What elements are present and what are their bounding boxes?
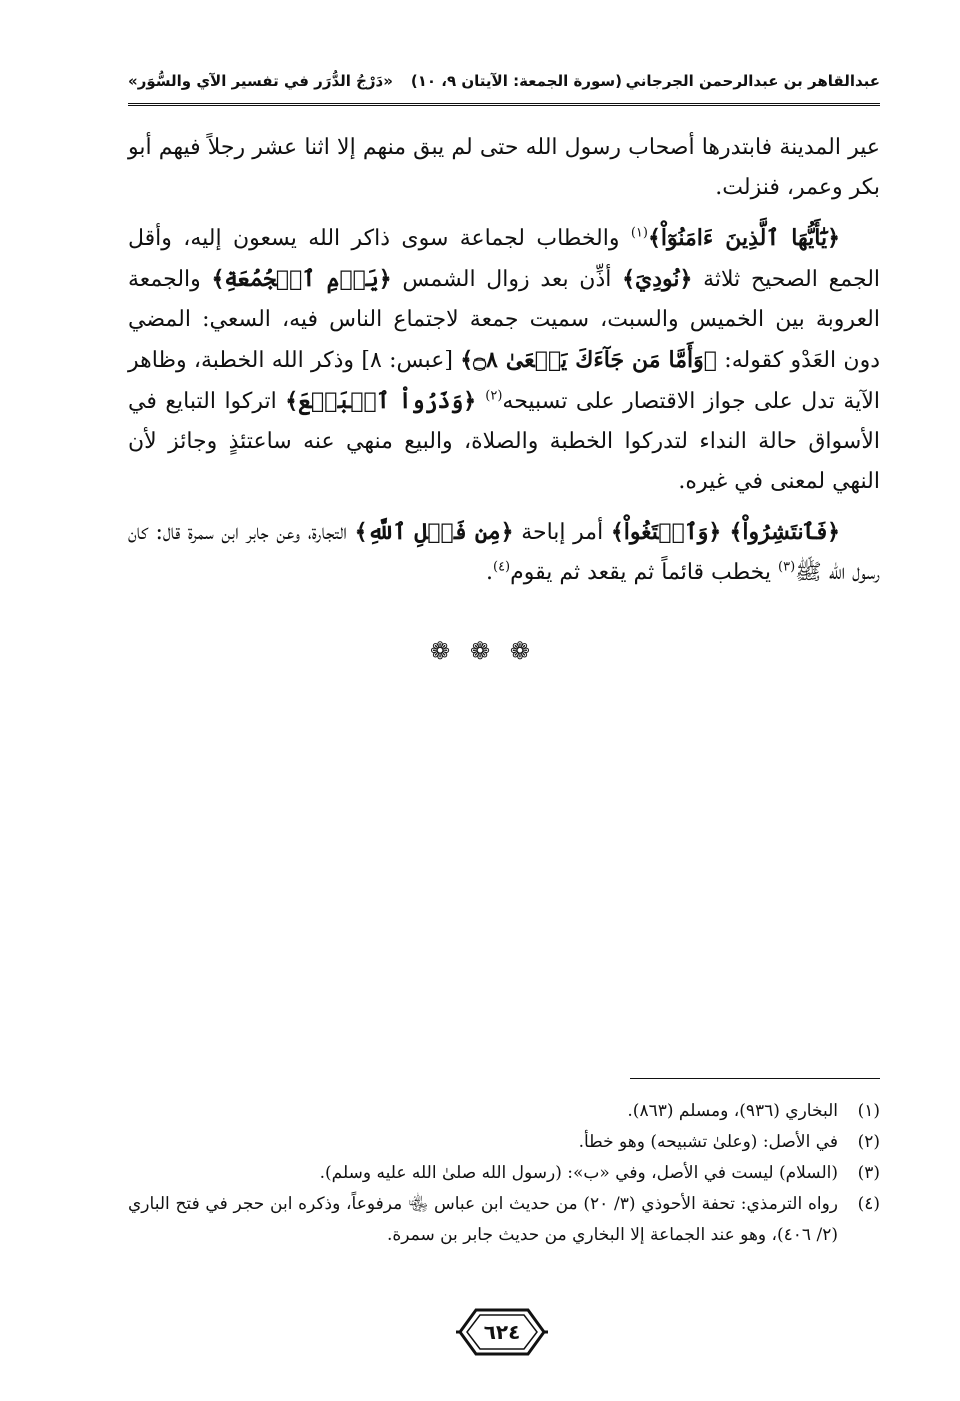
footnote-1: [128, 1096, 880, 1127]
footnote-ref-3[interactable]: (٣): [778, 559, 796, 575]
paragraph-1: عير المدينة فابتدرها أصحاب رسول الله حتى لم يبق منهم إلا اثنا عشر رجلاً فيهم أبو بكر وعمر، فنزلت.: [128, 135, 880, 200]
paragraph-3: [128, 512, 880, 593]
text-run: .: [485, 560, 493, 585]
footnote-number: (٣): [857, 1163, 880, 1183]
header-author: عبدالقاهر بن عبدالرحمن الجرجاني: [625, 72, 880, 90]
flower-ornament-icon: ❁: [430, 637, 451, 665]
footnote-text: البخاري (٩٣٦)، ومسلم (٨٦٣).: [627, 1101, 838, 1121]
quran-quote: ﴿وَأَمَّا مَن جَآءَكَ يَسۡعَىٰ ۝٨﴾: [460, 347, 717, 373]
page-number: [456, 1304, 548, 1360]
text-run: التجارة، وعن جابر ابن سمرة قال: كان رسول الله ﷺ: [128, 520, 880, 585]
text-run: والجمعة العروبة بين الخميس والسبت، سميت جمعة لاجتماع الناس فيه، السعي: المضي دون العَدْو كقوله:: [128, 267, 880, 373]
paragraph-2: [128, 218, 880, 502]
quran-quote: ﴿فَٱنتَشِرُواْ﴾: [729, 519, 840, 545]
running-header: [128, 66, 880, 102]
header-surah-reference: (سورة الجمعة: الآيتان ٩، ١٠): [410, 72, 622, 90]
footnote-number: (٤): [857, 1194, 880, 1214]
footnote-ref-2[interactable]: (٢): [485, 388, 503, 404]
footnote-4: [128, 1189, 880, 1251]
footnote-2: [128, 1127, 880, 1158]
quran-quote: ﴿نُودِيَ﴾: [622, 266, 693, 292]
quran-quote: ﴿يَٰٓأَيُّهَا ٱلَّذِينَ ءَامَنُوٓاْ﴾: [647, 225, 840, 251]
footnote-ref-1[interactable]: (١): [630, 225, 648, 241]
main-text: [128, 128, 880, 593]
footnotes: [128, 1096, 880, 1251]
footnote-rule: [630, 1078, 880, 1079]
header-book-title: «دَرْجُ الدُّرَر في تفسير الآي والسُّوَر»: [128, 72, 393, 90]
footnote-text: (السلام) ليست في الأصل، وفي «ب»: (رسول الله صلىٰ الله عليه وسلم).: [319, 1163, 838, 1183]
text-run: أمر إباحة: [513, 520, 611, 545]
footnote-number: (١): [857, 1101, 880, 1121]
footnote-3: [128, 1158, 880, 1189]
quran-quote: ﴿وَٱبۡتَغُواْ﴾: [610, 519, 730, 545]
text-run: أذِّن بعد زوال الشمس: [391, 267, 623, 292]
text-run: اتركوا التبايع في الأسواق حالة النداء لتدركوا الخطبة والصلاة، والبيع منهي عنه ساعتئذٍ وجائز لأن النهي لمعنى في غيره.: [128, 389, 880, 494]
header-rule: [128, 103, 880, 106]
quran-quote: ﴿مِن فَضۡلِ ٱللَّهِ﴾: [354, 519, 514, 545]
flower-ornament-icon: ❁: [469, 637, 491, 665]
footnote-ref-4[interactable]: (٤): [492, 559, 511, 575]
footnote-text: رواه الترمذي: تحفة الأحوذي (٣/ ٢٠) من حديث ابن عباس ﵄ مرفوعاً، وذكره ابن حجر في فتح الباري (٢/ ٤٠٦)، وهو عند الجماعة إلا البخاري من حديث جابر بن سمرة.: [128, 1194, 838, 1245]
text-run: [عبس: ٨] وذكر الله الخطبة، وظاهر الآية تدل على جواز الاقتصار على تسبيحه: [128, 348, 880, 414]
quran-quote: ﴿وَذَرُواْ ٱلۡبَيۡعَ﴾: [285, 388, 486, 414]
page-number-value: ٦٢٤: [483, 1320, 521, 1344]
footnote-text: في الأصل: (وعلىٰ تشبيحه) وهو خطأ.: [578, 1132, 838, 1152]
footnote-number: (٢): [857, 1132, 880, 1152]
section-ornaments: [430, 636, 530, 666]
flower-ornament-icon: ❁: [509, 637, 530, 665]
text-run: والخطاب لجماعة سوى ذاكر الله يسعون إليه، وأقل الجمع الصحيح ثلاثة: [128, 226, 881, 292]
text-run: يخطب قائماً ثم يقعد ثم يقوم: [510, 560, 779, 585]
quran-quote: ﴿يَوۡمِ ٱلۡجُمُعَةِ﴾: [211, 266, 392, 292]
